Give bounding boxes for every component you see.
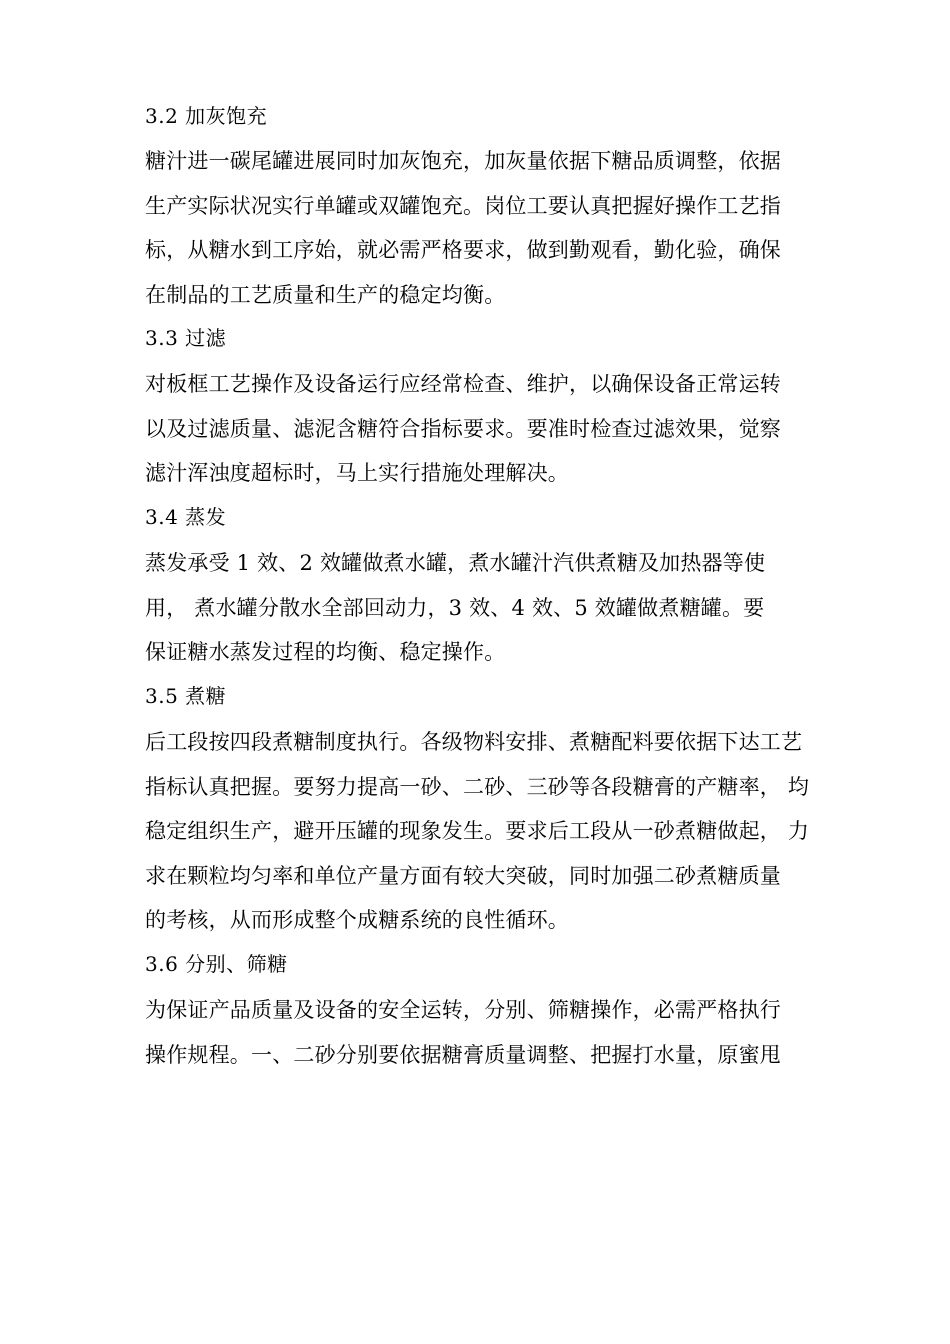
paragraph-line: 的考核，从而形成整个成糖系统的良性循环。	[145, 908, 569, 932]
section-heading-3-4: 3.4 蒸发	[145, 505, 227, 529]
paragraph-line: 用， 煮水罐分散水全部回动力，3 效、4 效、5 效罐做煮糖罐。要	[145, 596, 765, 620]
section-heading-3-5: 3.5 煮糖	[145, 684, 227, 708]
paragraph-line: 标，从糖水到工序始，就必需严格要求，做到勤观看，勤化验，确保	[145, 238, 781, 262]
paragraph-line: 后工段按四段煮糖制度执行。各级物料安排、煮糖配料要依据下达工艺	[145, 730, 803, 754]
paragraph-line: 对板框工艺操作及设备运行应经常检查、维护，以确保设备正常运转	[145, 372, 781, 396]
paragraph-line: 指标认真把握。要努力提高一砂、二砂、三砂等各段糖膏的产糖率， 均	[145, 775, 810, 799]
paragraph-line: 糖汁进一碳尾罐进展同时加灰饱充，加灰量依据下糖品质调整，依据	[145, 149, 781, 173]
paragraph-line: 生产实际状况实行单罐或双罐饱充。岗位工要认真把握好操作工艺指	[145, 194, 781, 218]
paragraph-line: 稳定组织生产，避开压罐的现象发生。要求后工段从一砂煮糖做起， 力	[145, 819, 810, 843]
paragraph-line: 为保证产品质量及设备的安全运转，分别、筛糖操作，必需严格执行	[145, 998, 781, 1022]
paragraph-line: 求在颗粒均匀率和单位产量方面有较大突破，同时加强二砂煮糖质量	[145, 864, 781, 888]
paragraph-line: 蒸发承受 1 效、2 效罐做煮水罐，煮水罐汁汽供煮糖及加热器等使	[145, 551, 766, 575]
paragraph-line: 操作规程。一、二砂分别要依据糖膏质量调整、把握打水量，原蜜甩	[145, 1043, 781, 1067]
section-heading-3-3: 3.3 过滤	[145, 326, 227, 350]
paragraph-line: 在制品的工艺质量和生产的稳定均衡。	[145, 283, 506, 307]
section-heading-3-2: 3.2 加灰饱充	[145, 104, 268, 128]
paragraph-line: 以及过滤质量、滤泥含糖符合指标要求。要准时检查过滤效果，觉察	[145, 417, 781, 441]
paragraph-line: 滤汁浑浊度超标时，马上实行措施处理解决。	[145, 461, 569, 485]
paragraph-line: 保证糖水蒸发过程的均衡、稳定操作。	[145, 640, 506, 664]
section-heading-3-6: 3.6 分别、筛糖	[145, 952, 288, 976]
